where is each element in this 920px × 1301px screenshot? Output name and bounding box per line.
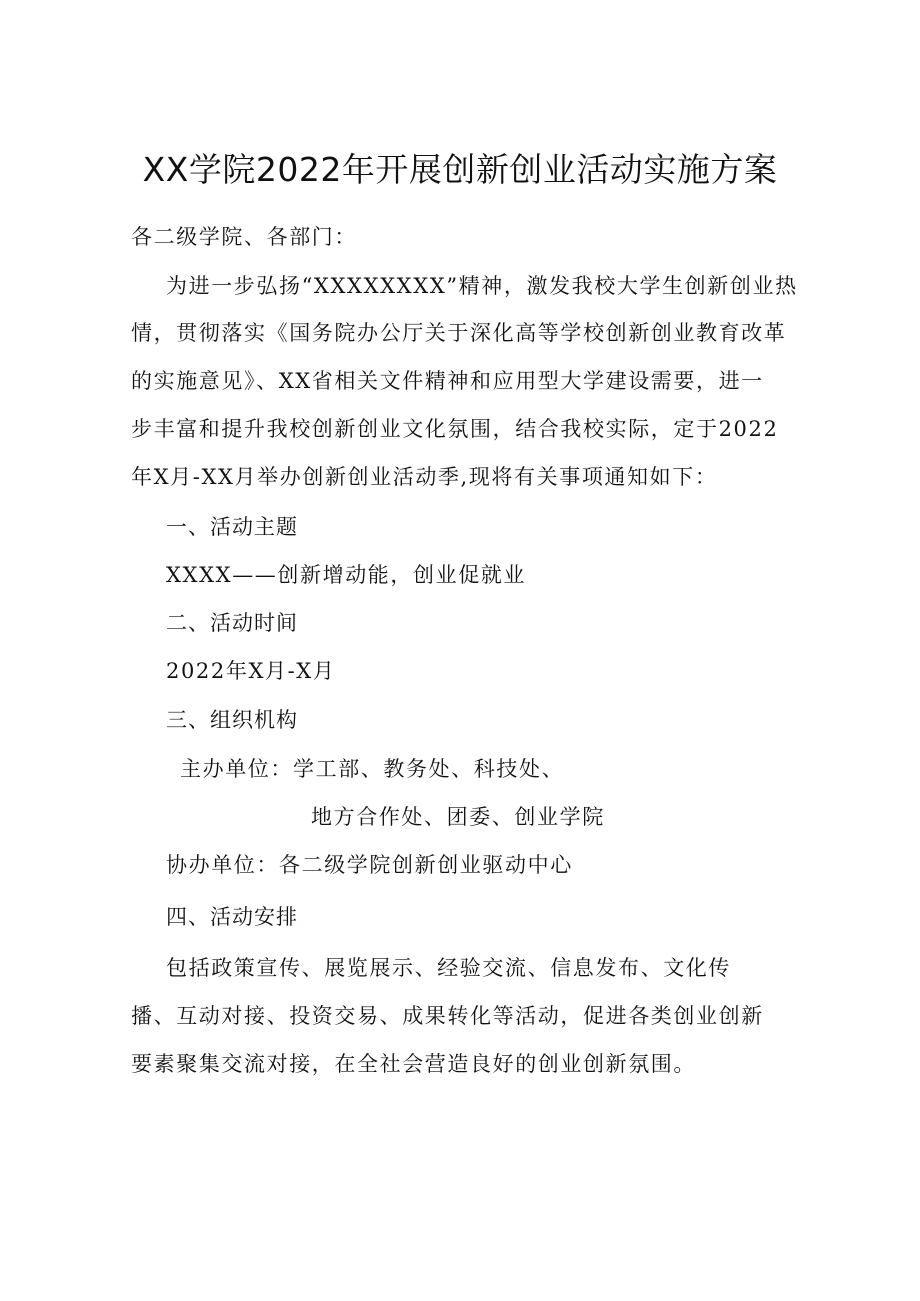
section-heading-theme: 一、活动主题: [166, 515, 298, 539]
intro-line: 步丰富和提升我校创新创业文化氛围，结合我校实际，定于2022: [131, 417, 779, 441]
intro-line: 的实施意见》、XX省相关文件精神和应用型大学建设需要，进一: [131, 369, 764, 393]
host-units-line: 主办单位：学工部、教务处、科技处、: [180, 757, 565, 781]
co-host-units-line: 协办单位：各二级学院创新创业驱动中心: [166, 853, 573, 877]
intro-line: 情，贯彻落实《国务院办公厅关于深化高等学校创新创业教育改革: [131, 321, 787, 345]
intro-line: 为进一步弘扬“XXXXXXXX”精神，激发我校大学生创新创业热: [166, 274, 798, 298]
time-text: 2022年X月-X月: [166, 659, 336, 683]
arrangement-line: 要素聚集交流对接，在全社会营造良好的创业创新氛围。: [131, 1052, 696, 1076]
theme-text: XXXX——创新增动能，创业促就业: [166, 563, 526, 587]
arrangement-line: 包括政策宣传、展览展示、经验交流、信息发布、文化传: [166, 956, 731, 980]
section-heading-arrangement: 四、活动安排: [166, 905, 298, 929]
host-units-line: 地方合作处、团委、创业学院: [311, 805, 605, 829]
section-heading-time: 二、活动时间: [166, 611, 298, 635]
document-title: XX学院2022年开展创新创业活动实施方案: [142, 150, 778, 190]
arrangement-line: 播、互动对接、投资交易、成果转化等活动，促进各类创业创新: [131, 1004, 764, 1028]
section-heading-organization: 三、组织机构: [166, 708, 298, 732]
intro-line: 年X月-XX月举办创新创业活动季,现将有关事项通知如下：: [131, 465, 718, 489]
salutation: 各二级学院、各部门：: [131, 225, 357, 249]
